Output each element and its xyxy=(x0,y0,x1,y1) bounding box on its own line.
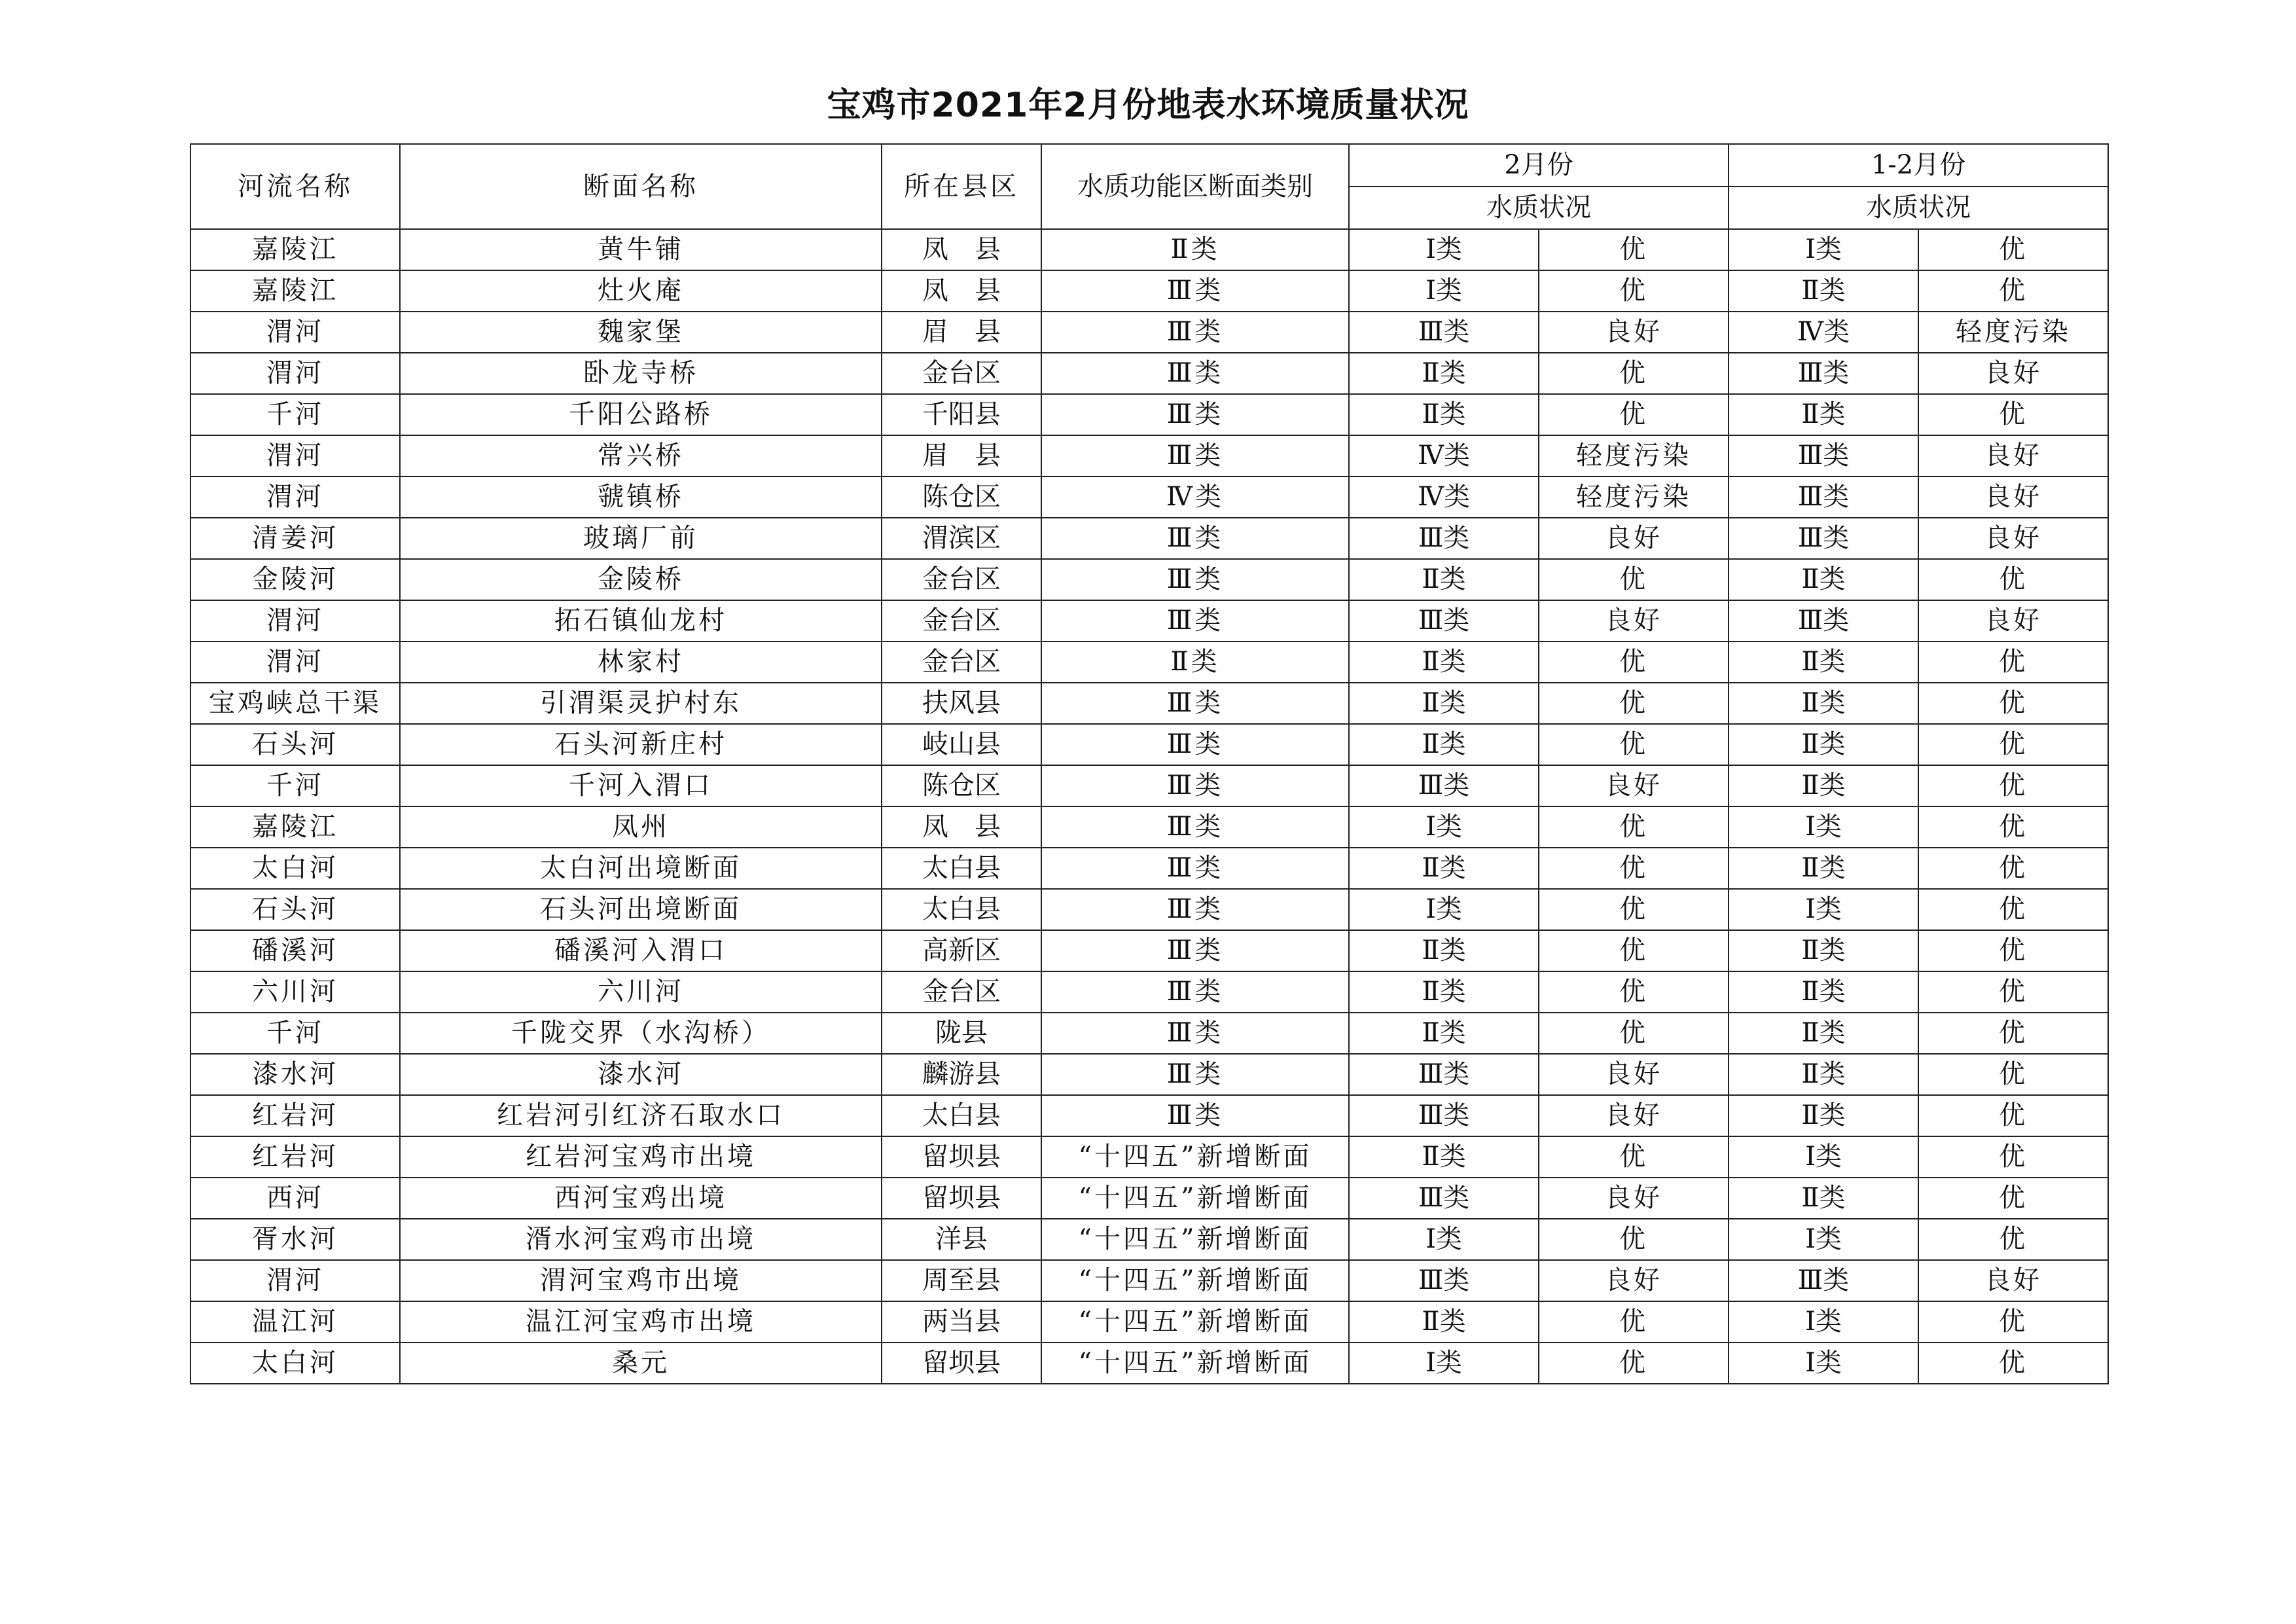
cell-river: 石头河 xyxy=(190,889,400,930)
cell-function-class: “十四五”新增断面 xyxy=(1041,1136,1349,1178)
cell-county: 岐山县 xyxy=(882,724,1041,765)
header-county: 所在县区 xyxy=(882,144,1041,229)
cell-cum-status: 优 xyxy=(1918,724,2108,765)
cell-cum-class: Ⅱ类 xyxy=(1729,1013,1918,1054)
cell-county: 洋县 xyxy=(882,1219,1041,1260)
table-row xyxy=(190,270,2108,312)
cell-county: 眉 县 xyxy=(882,312,1041,353)
cell-function-class: Ⅲ类 xyxy=(1041,724,1349,765)
cell-county: 陈仓区 xyxy=(882,765,1041,806)
cell-section: 卧龙寺桥 xyxy=(400,353,882,394)
table-row xyxy=(190,1219,2108,1260)
cell-feb-status: 优 xyxy=(1539,1219,1729,1260)
cell-cum-class: Ⅰ类 xyxy=(1729,806,1918,848)
cell-feb-class: Ⅲ类 xyxy=(1349,1095,1539,1136)
cell-river: 渭河 xyxy=(190,435,400,477)
table-row xyxy=(190,683,2108,724)
cell-section: 石头河新庄村 xyxy=(400,724,882,765)
cell-feb-class: Ⅱ类 xyxy=(1349,848,1539,889)
cell-feb-class: Ⅱ类 xyxy=(1349,971,1539,1013)
cell-feb-status: 良好 xyxy=(1539,1178,1729,1219)
table-row xyxy=(190,312,2108,353)
cell-section: 灶火庵 xyxy=(400,270,882,312)
table-row xyxy=(190,765,2108,806)
cell-cum-status: 优 xyxy=(1918,270,2108,312)
cell-feb-status: 良好 xyxy=(1539,312,1729,353)
table-row xyxy=(190,1095,2108,1136)
header-status-feb: 水质状况 xyxy=(1349,187,1729,229)
cell-county: 金台区 xyxy=(882,353,1041,394)
cell-section: 林家村 xyxy=(400,641,882,683)
cell-feb-class: Ⅰ类 xyxy=(1349,889,1539,930)
table-row xyxy=(190,1260,2108,1301)
cell-feb-class: Ⅱ类 xyxy=(1349,559,1539,600)
cell-cum-status: 优 xyxy=(1918,1136,2108,1178)
cell-feb-status: 优 xyxy=(1539,889,1729,930)
cell-river: 胥水河 xyxy=(190,1219,400,1260)
cell-feb-status: 良好 xyxy=(1539,1260,1729,1301)
cell-section: 常兴桥 xyxy=(400,435,882,477)
cell-function-class: “十四五”新增断面 xyxy=(1041,1301,1349,1343)
cell-function-class: Ⅲ类 xyxy=(1041,806,1349,848)
table-row xyxy=(190,1013,2108,1054)
cell-function-class: Ⅲ类 xyxy=(1041,1054,1349,1095)
cell-section: 太白河出境断面 xyxy=(400,848,882,889)
cell-county: 留坝县 xyxy=(882,1136,1041,1178)
cell-section: 桑元 xyxy=(400,1343,882,1384)
cell-feb-class: Ⅰ类 xyxy=(1349,1343,1539,1384)
cell-river: 西河 xyxy=(190,1178,400,1219)
cell-county: 太白县 xyxy=(882,1095,1041,1136)
cell-function-class: Ⅲ类 xyxy=(1041,435,1349,477)
cell-function-class: “十四五”新增断面 xyxy=(1041,1260,1349,1301)
cell-cum-class: Ⅱ类 xyxy=(1729,765,1918,806)
cell-function-class: Ⅱ类 xyxy=(1041,229,1349,270)
cell-feb-class: Ⅱ类 xyxy=(1349,641,1539,683)
cell-county: 千阳县 xyxy=(882,394,1041,435)
cell-feb-status: 良好 xyxy=(1539,765,1729,806)
cell-section: 红岩河引红济石取水口 xyxy=(400,1095,882,1136)
cell-function-class: “十四五”新增断面 xyxy=(1041,1343,1349,1384)
cell-county: 凤 县 xyxy=(882,806,1041,848)
cell-cum-status: 良好 xyxy=(1918,435,2108,477)
cell-river: 渭河 xyxy=(190,641,400,683)
cell-cum-status: 优 xyxy=(1918,971,2108,1013)
cell-feb-status: 优 xyxy=(1539,353,1729,394)
cell-feb-status: 优 xyxy=(1539,1343,1729,1384)
cell-section: 漆水河 xyxy=(400,1054,882,1095)
cell-section: 引渭渠灵护村东 xyxy=(400,683,882,724)
cell-cum-class: Ⅱ类 xyxy=(1729,724,1918,765)
cell-function-class: Ⅲ类 xyxy=(1041,1013,1349,1054)
cell-feb-class: Ⅱ类 xyxy=(1349,1013,1539,1054)
cell-function-class: Ⅲ类 xyxy=(1041,848,1349,889)
cell-function-class: Ⅲ类 xyxy=(1041,518,1349,559)
cell-cum-class: Ⅲ类 xyxy=(1729,477,1918,518)
cell-section: 千陇交界（水沟桥） xyxy=(400,1013,882,1054)
cell-feb-status: 优 xyxy=(1539,971,1729,1013)
cell-feb-class: Ⅰ类 xyxy=(1349,806,1539,848)
cell-feb-status: 优 xyxy=(1539,1301,1729,1343)
cell-cum-status: 优 xyxy=(1918,229,2108,270)
header-status-jan-feb: 水质状况 xyxy=(1729,187,2108,229)
cell-section: 凤州 xyxy=(400,806,882,848)
cell-river: 嘉陵江 xyxy=(190,270,400,312)
cell-river: 红岩河 xyxy=(190,1136,400,1178)
cell-river: 金陵河 xyxy=(190,559,400,600)
cell-cum-status: 优 xyxy=(1918,848,2108,889)
cell-function-class: Ⅲ类 xyxy=(1041,683,1349,724)
cell-cum-status: 优 xyxy=(1918,1013,2108,1054)
cell-function-class: Ⅱ类 xyxy=(1041,641,1349,683)
cell-cum-class: Ⅰ类 xyxy=(1729,1301,1918,1343)
table-row xyxy=(190,848,2108,889)
cell-cum-status: 优 xyxy=(1918,1054,2108,1095)
cell-function-class: Ⅲ类 xyxy=(1041,270,1349,312)
table-header xyxy=(190,144,2108,229)
cell-feb-class: Ⅲ类 xyxy=(1349,1054,1539,1095)
cell-river: 嘉陵江 xyxy=(190,806,400,848)
cell-cum-status: 良好 xyxy=(1918,353,2108,394)
cell-cum-status: 优 xyxy=(1918,394,2108,435)
cell-county: 陈仓区 xyxy=(882,477,1041,518)
table-row xyxy=(190,435,2108,477)
header-period-jan-feb: 1-2月份 xyxy=(1729,144,2108,187)
cell-county: 两当县 xyxy=(882,1301,1041,1343)
cell-cum-class: Ⅳ类 xyxy=(1729,312,1918,353)
cell-feb-status: 轻度污染 xyxy=(1539,477,1729,518)
cell-cum-class: Ⅱ类 xyxy=(1729,1054,1918,1095)
table-row xyxy=(190,1136,2108,1178)
cell-cum-class: Ⅲ类 xyxy=(1729,435,1918,477)
cell-cum-class: Ⅱ类 xyxy=(1729,1095,1918,1136)
cell-cum-status: 优 xyxy=(1918,1301,2108,1343)
table-body xyxy=(190,229,2108,1384)
cell-section: 西河宝鸡出境 xyxy=(400,1178,882,1219)
cell-river: 漆水河 xyxy=(190,1054,400,1095)
cell-function-class: Ⅲ类 xyxy=(1041,600,1349,641)
cell-function-class: Ⅳ类 xyxy=(1041,477,1349,518)
cell-river: 渭河 xyxy=(190,1260,400,1301)
cell-cum-status: 优 xyxy=(1918,1219,2108,1260)
table-row xyxy=(190,229,2108,270)
table-row xyxy=(190,971,2108,1013)
cell-function-class: Ⅲ类 xyxy=(1041,765,1349,806)
cell-river: 石头河 xyxy=(190,724,400,765)
cell-county: 眉 县 xyxy=(882,435,1041,477)
cell-county: 渭滨区 xyxy=(882,518,1041,559)
table-row xyxy=(190,724,2108,765)
cell-cum-class: Ⅱ类 xyxy=(1729,394,1918,435)
cell-river: 渭河 xyxy=(190,600,400,641)
cell-county: 留坝县 xyxy=(882,1343,1041,1384)
cell-function-class: Ⅲ类 xyxy=(1041,889,1349,930)
cell-feb-status: 优 xyxy=(1539,1136,1729,1178)
cell-feb-status: 优 xyxy=(1539,806,1729,848)
cell-cum-status: 优 xyxy=(1918,559,2108,600)
cell-cum-status: 优 xyxy=(1918,806,2108,848)
cell-feb-class: Ⅰ类 xyxy=(1349,1219,1539,1260)
cell-section: 磻溪河入渭口 xyxy=(400,930,882,971)
table-row xyxy=(190,559,2108,600)
table-row xyxy=(190,394,2108,435)
cell-cum-class: Ⅱ类 xyxy=(1729,848,1918,889)
cell-cum-status: 良好 xyxy=(1918,600,2108,641)
cell-feb-class: Ⅱ类 xyxy=(1349,683,1539,724)
cell-section: 玻璃厂前 xyxy=(400,518,882,559)
table-row xyxy=(190,600,2108,641)
cell-feb-class: Ⅰ类 xyxy=(1349,270,1539,312)
table-row xyxy=(190,1054,2108,1095)
cell-feb-class: Ⅲ类 xyxy=(1349,1178,1539,1219)
table-row xyxy=(190,1343,2108,1384)
cell-function-class: Ⅲ类 xyxy=(1041,559,1349,600)
cell-cum-class: Ⅰ类 xyxy=(1729,889,1918,930)
cell-cum-status: 优 xyxy=(1918,1343,2108,1384)
cell-cum-class: Ⅲ类 xyxy=(1729,353,1918,394)
cell-section: 金陵桥 xyxy=(400,559,882,600)
cell-cum-status: 优 xyxy=(1918,930,2108,971)
cell-feb-status: 良好 xyxy=(1539,600,1729,641)
cell-feb-class: Ⅱ类 xyxy=(1349,930,1539,971)
table-row xyxy=(190,889,2108,930)
cell-feb-status: 优 xyxy=(1539,930,1729,971)
cell-cum-class: Ⅱ类 xyxy=(1729,559,1918,600)
cell-section: 六川河 xyxy=(400,971,882,1013)
cell-cum-status: 良好 xyxy=(1918,518,2108,559)
cell-feb-class: Ⅱ类 xyxy=(1349,394,1539,435)
cell-county: 扶风县 xyxy=(882,683,1041,724)
cell-feb-status: 良好 xyxy=(1539,518,1729,559)
cell-feb-status: 优 xyxy=(1539,683,1729,724)
cell-function-class: Ⅲ类 xyxy=(1041,312,1349,353)
cell-section: 湑水河宝鸡市出境 xyxy=(400,1219,882,1260)
cell-county: 高新区 xyxy=(882,930,1041,971)
cell-function-class: Ⅲ类 xyxy=(1041,353,1349,394)
cell-feb-class: Ⅳ类 xyxy=(1349,435,1539,477)
cell-feb-status: 优 xyxy=(1539,724,1729,765)
cell-cum-status: 良好 xyxy=(1918,477,2108,518)
cell-cum-status: 轻度污染 xyxy=(1918,312,2108,353)
cell-county: 金台区 xyxy=(882,600,1041,641)
cell-feb-class: Ⅳ类 xyxy=(1349,477,1539,518)
cell-feb-class: Ⅱ类 xyxy=(1349,724,1539,765)
cell-river: 渭河 xyxy=(190,312,400,353)
cell-cum-class: Ⅲ类 xyxy=(1729,600,1918,641)
cell-river: 温江河 xyxy=(190,1301,400,1343)
cell-county: 金台区 xyxy=(882,641,1041,683)
cell-function-class: “十四五”新增断面 xyxy=(1041,1178,1349,1219)
cell-cum-class: Ⅲ类 xyxy=(1729,1260,1918,1301)
table-row xyxy=(190,1301,2108,1343)
table-row xyxy=(190,353,2108,394)
cell-river: 千河 xyxy=(190,394,400,435)
cell-feb-status: 良好 xyxy=(1539,1054,1729,1095)
cell-feb-status: 良好 xyxy=(1539,1095,1729,1136)
cell-river: 太白河 xyxy=(190,1343,400,1384)
cell-cum-class: Ⅱ类 xyxy=(1729,270,1918,312)
cell-feb-status: 轻度污染 xyxy=(1539,435,1729,477)
cell-section: 千阳公路桥 xyxy=(400,394,882,435)
cell-section: 黄牛铺 xyxy=(400,229,882,270)
cell-feb-class: Ⅰ类 xyxy=(1349,229,1539,270)
table-row xyxy=(190,1178,2108,1219)
table-row xyxy=(190,806,2108,848)
cell-river: 清姜河 xyxy=(190,518,400,559)
cell-county: 太白县 xyxy=(882,889,1041,930)
cell-feb-class: Ⅲ类 xyxy=(1349,518,1539,559)
cell-river: 渭河 xyxy=(190,353,400,394)
cell-cum-class: Ⅲ类 xyxy=(1729,518,1918,559)
cell-cum-class: Ⅰ类 xyxy=(1729,1343,1918,1384)
cell-cum-class: Ⅱ类 xyxy=(1729,683,1918,724)
cell-section: 拓石镇仙龙村 xyxy=(400,600,882,641)
cell-function-class: “十四五”新增断面 xyxy=(1041,1219,1349,1260)
cell-feb-class: Ⅲ类 xyxy=(1349,1260,1539,1301)
cell-feb-status: 优 xyxy=(1539,394,1729,435)
cell-feb-class: Ⅱ类 xyxy=(1349,353,1539,394)
cell-river: 千河 xyxy=(190,765,400,806)
cell-river: 太白河 xyxy=(190,848,400,889)
cell-cum-status: 优 xyxy=(1918,765,2108,806)
cell-section: 渭河宝鸡市出境 xyxy=(400,1260,882,1301)
cell-cum-status: 优 xyxy=(1918,683,2108,724)
cell-cum-status: 优 xyxy=(1918,1178,2108,1219)
cell-feb-status: 优 xyxy=(1539,641,1729,683)
cell-function-class: Ⅲ类 xyxy=(1041,1095,1349,1136)
cell-river: 红岩河 xyxy=(190,1095,400,1136)
cell-county: 太白县 xyxy=(882,848,1041,889)
cell-feb-status: 优 xyxy=(1539,1013,1729,1054)
cell-cum-class: Ⅱ类 xyxy=(1729,971,1918,1013)
cell-cum-class: Ⅰ类 xyxy=(1729,1219,1918,1260)
cell-cum-class: Ⅰ类 xyxy=(1729,1136,1918,1178)
table-row xyxy=(190,518,2108,559)
cell-river: 六川河 xyxy=(190,971,400,1013)
water-quality-table xyxy=(190,143,2109,1384)
header-period-feb: 2月份 xyxy=(1349,144,1729,187)
header-section: 断面名称 xyxy=(400,144,882,229)
cell-county: 陇县 xyxy=(882,1013,1041,1054)
cell-function-class: Ⅲ类 xyxy=(1041,971,1349,1013)
header-river: 河流名称 xyxy=(190,144,400,229)
cell-county: 金台区 xyxy=(882,559,1041,600)
header-function-class: 水质功能区断面类别 xyxy=(1041,144,1349,229)
cell-feb-status: 优 xyxy=(1539,559,1729,600)
cell-function-class: Ⅲ类 xyxy=(1041,394,1349,435)
cell-county: 麟游县 xyxy=(882,1054,1041,1095)
cell-cum-status: 优 xyxy=(1918,889,2108,930)
cell-feb-class: Ⅲ类 xyxy=(1349,600,1539,641)
cell-feb-class: Ⅲ类 xyxy=(1349,765,1539,806)
cell-section: 温江河宝鸡市出境 xyxy=(400,1301,882,1343)
table-row xyxy=(190,930,2108,971)
cell-feb-class: Ⅲ类 xyxy=(1349,312,1539,353)
cell-county: 留坝县 xyxy=(882,1178,1041,1219)
cell-river: 渭河 xyxy=(190,477,400,518)
cell-county: 凤 县 xyxy=(882,229,1041,270)
cell-river: 千河 xyxy=(190,1013,400,1054)
cell-cum-status: 优 xyxy=(1918,641,2108,683)
cell-cum-class: Ⅰ类 xyxy=(1729,229,1918,270)
cell-river: 嘉陵江 xyxy=(190,229,400,270)
cell-river: 磻溪河 xyxy=(190,930,400,971)
cell-feb-status: 优 xyxy=(1539,229,1729,270)
cell-section: 虢镇桥 xyxy=(400,477,882,518)
table-row xyxy=(190,641,2108,683)
cell-cum-class: Ⅱ类 xyxy=(1729,641,1918,683)
cell-cum-class: Ⅱ类 xyxy=(1729,1178,1918,1219)
cell-cum-status: 良好 xyxy=(1918,1260,2108,1301)
cell-river: 宝鸡峡总干渠 xyxy=(190,683,400,724)
cell-section: 红岩河宝鸡市出境 xyxy=(400,1136,882,1178)
cell-section: 千河入渭口 xyxy=(400,765,882,806)
table-row xyxy=(190,477,2108,518)
cell-feb-class: Ⅱ类 xyxy=(1349,1301,1539,1343)
cell-feb-status: 优 xyxy=(1539,270,1729,312)
cell-county: 金台区 xyxy=(882,971,1041,1013)
cell-cum-class: Ⅱ类 xyxy=(1729,930,1918,971)
cell-county: 周至县 xyxy=(882,1260,1041,1301)
cell-function-class: Ⅲ类 xyxy=(1041,930,1349,971)
cell-section: 魏家堡 xyxy=(400,312,882,353)
cell-section: 石头河出境断面 xyxy=(400,889,882,930)
cell-cum-status: 优 xyxy=(1918,1095,2108,1136)
page-title: 宝鸡市2021年2月份地表水环境质量状况 xyxy=(827,86,1469,125)
cell-county: 凤 县 xyxy=(882,270,1041,312)
cell-feb-status: 优 xyxy=(1539,848,1729,889)
cell-feb-class: Ⅱ类 xyxy=(1349,1136,1539,1178)
